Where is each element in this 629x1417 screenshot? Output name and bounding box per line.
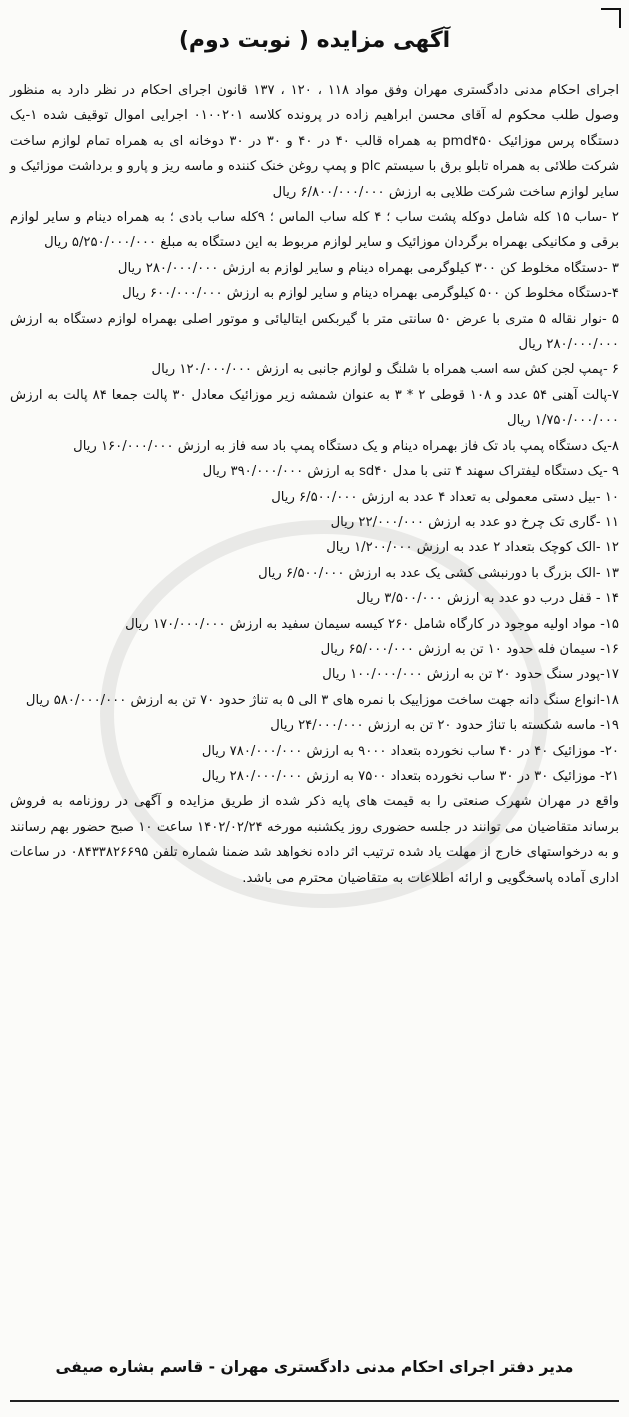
- list-item: ۱۰ -بیل دستی معمولی به تعداد ۴ عدد به ارزش ۶/۵۰۰/۰۰۰ ریال: [271, 489, 619, 505]
- notice-closing: واقع در مهران شهرک صنعتی را به قیمت های پایه ذکر شده از طریق مزایده و آگهی در روزنامه به فروش برساند متقاضیان می توانند در جلسه حضوری روز یکشنبه مورخه ۱۴۰۲/۰۲/۲۴ ساعت ۱۰ صبح حضور بهم رسانند و به درخواستهای خارج از مهلت یاد شده ترتیب اثر داده نخواهد شد ضمنا شماره تلفن ۰۸۴۳۳۸۲۶۶۹۵ در ساعات اداری آماده پاسخگویی و ارائه اطلاعات به متقاضیان محترم می باشد.: [10, 794, 619, 886]
- list-item: ۱۳ -الک بزرگ با دورنبشی کشی یک عدد به ارزش ۶/۵۰۰/۰۰۰ ریال: [258, 565, 619, 581]
- list-item: ۴-دستگاه مخلوط کن ۵۰۰ کیلوگرمی بهمراه دینام و سایر لوازم به ارزش ۶۰۰/۰۰۰/۰۰۰ ریال: [122, 286, 619, 302]
- list-item: ۲ -ساب ۱۵ کله شامل دوکله پشت ساب ؛ ۴ کله ساب الماس ؛ ۹کله ساب بادی ؛ به همراه دینام و سایر لوازم برقی و مکانیکی بهمراه برگردان موزائیک و سایر لوازم مربوط به این دستگاه به مبلغ ۵/۲۵۰/۰۰۰/۰۰۰ ریال: [10, 210, 619, 251]
- list-item: ۲۰- موزائیک ۴۰ در ۴۰ ساب نخورده بتعداد ۹۰۰۰ به ارزش ۷۸۰/۰۰۰/۰۰۰ ریال: [201, 743, 619, 759]
- list-item: ۵ -نوار نقاله ۵ متری با عرض ۵۰ سانتی متر با گیربکس ایتالیائی و موتور اصلی بهمراه لوازم دستگاه به ارزش ۲۸۰/۰۰۰/۰۰۰ ریال: [10, 311, 619, 353]
- list-item: ۱۴ - قفل درب دو عدد به ارزش ۳/۵۰۰/۰۰۰ ریال: [356, 591, 619, 607]
- list-item: ۱۶- سیمان فله حدود ۱۰ تن به ارزش ۶۵/۰۰۰/۰۰۰ ریال: [320, 641, 619, 657]
- list-item: ۸-یک دستگاه پمپ باد تک فاز بهمراه دینام و یک دستگاه پمپ باد سه فاز به ارزش ۱۶۰/۰۰۰/۰۰۰ ریال: [73, 438, 619, 454]
- list-item: ۱۹- ماسه شکسته با تناژ حدود ۲۰ تن به ارزش ۲۴/۰۰۰/۰۰۰ ریال: [270, 718, 619, 734]
- list-item: ۱۸-انواع سنگ دانه جهت ساخت موزاییک با نمره های ۳ الی ۵ به تناژ حدود ۷۰ تن به ارزش ۵۸۰/۰۰۰/۰۰۰ ریال: [25, 692, 619, 708]
- list-item: ۶ -پمپ لجن کش سه اسب همراه با شلنگ و لوازم جانبی به ارزش ۱۲۰/۰۰۰/۰۰۰ ریال: [151, 362, 619, 378]
- list-item: ۷-پالت آهنی ۵۴ عدد و ۱۰۸ قوطی ۲ * ۳ به عنوان شمشه زیر موزائیک معادل ۳۰ پالت جمعا ۸۴ پالت به ارزش ۱/۷۵۰/۰۰۰/۰۰۰ ریال: [10, 387, 619, 429]
- list-item: ۱۲ -الک کوچک بتعداد ۲ عدد به ارزش ۱/۲۰۰/۰۰۰ ریال: [326, 540, 619, 556]
- notice-body: [10, 78, 619, 891]
- list-item: ۹ -یک دستگاه لیفتراک سهند ۴ تنی با مدل sd۴۰ به ارزش ۳۹۰/۰۰۰/۰۰۰ ریال: [202, 464, 619, 480]
- notice-signature: مدیر دفتر اجرای احکام مدنی دادگستری مهران - قاسم بشاره صیفی: [55, 1358, 574, 1376]
- list-item: ۲۱- موزائیک ۳۰ در ۳۰ ساب نخورده بتعداد ۷۵۰۰ به ارزش ۲۸۰/۰۰۰/۰۰۰ ریال: [201, 768, 619, 784]
- notice-title: آگهی مزایده ( نوبت دوم): [178, 28, 451, 53]
- list-item: ۱۷-پودر سنگ حدود ۲۰ تن به ارزش ۱۰۰/۰۰۰/۰۰۰ ریال: [322, 667, 619, 683]
- corner-mark: [601, 8, 621, 28]
- list-item: ۱۵- مواد اولیه موجود در کارگاه شامل ۲۶۰ کیسه سیمان سفید به ارزش ۱۷۰/۰۰۰/۰۰۰ ریال: [125, 616, 619, 632]
- list-item: ۱۱ -گاری تک چرخ دو عدد به ارزش ۲۲/۰۰۰/۰۰۰ ریال: [330, 514, 619, 530]
- divider: [10, 1400, 619, 1402]
- notice-intro: اجرای احکام مدنی دادگستری مهران وفق مواد ۱۱۸ ، ۱۲۰ ، ۱۳۷ قانون اجرای احکام در نظر دارد به منظور وصول طلب محکوم له آقای محسن ابراهیم زاده در پرونده کلاسه ۰۱۰۰۲۰۱ اجرایی اموال توقیف شده ۱-یک دستگاه پرس موزائیک pmd۴۵۰ به همراه قالب ۴۰ در ۴۰ و ۳۰ در ۳۰ دوخانه ای به همراه تمام لوازم ساخت شرکت طلائی به همراه تابلو برق با سیستم plc و پمپ روغن خنک کننده و ماسه ریز و پارو و برداشت موزائیک و سایر لوازم ساخت شرکت طلایی به ارزش ۶/۸۰۰/۰۰۰/۰۰۰ ریال: [10, 83, 620, 200]
- list-item: ۳ -دستگاه مخلوط کن ۳۰۰ کیلوگرمی بهمراه دینام و سایر لوازم به ارزش ۲۸۰/۰۰۰/۰۰۰ ریال: [117, 260, 619, 276]
